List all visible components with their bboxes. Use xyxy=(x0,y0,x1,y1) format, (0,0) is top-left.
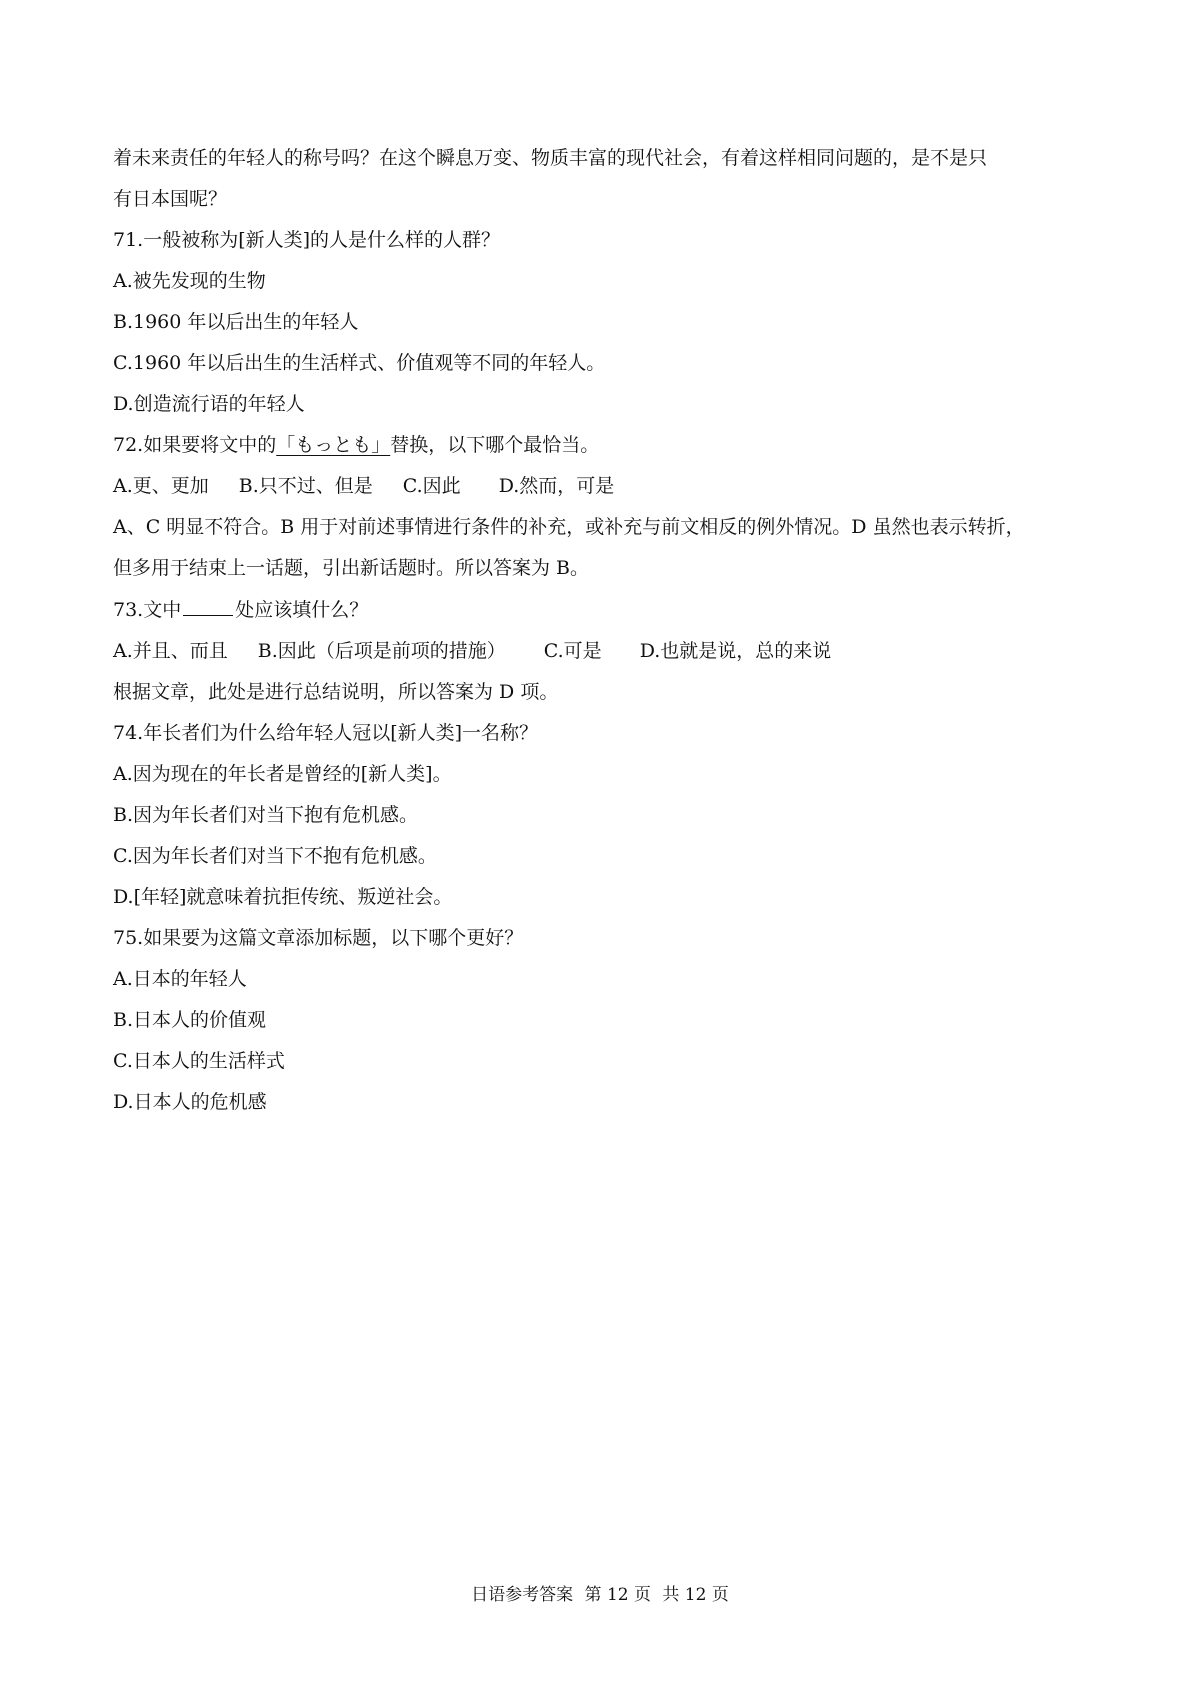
passage-line-1: 着未来责任的年轻人的称号吗？在这个瞬息万变、物质丰富的现代社会，有着这样相同问题的，是不是只 xyxy=(113,147,988,169)
q72-option-b: B.只不过、但是 xyxy=(238,475,373,497)
page-content xyxy=(113,148,1103,1133)
question-73 xyxy=(113,599,1103,620)
q71-option-b: B.1960 年以后出生的年轻人 xyxy=(113,311,359,333)
q74-option-b: B.因为年长者们对当下抱有危机感。 xyxy=(113,804,419,826)
q75-option-a: A.日本的年轻人 xyxy=(113,968,247,990)
q75-option-c: C.日本人的生活样式 xyxy=(113,1050,285,1072)
q72-question-suffix: 替换，以下哪个最恰当。 xyxy=(390,434,600,456)
footer-doc-title: 日语参考答案 xyxy=(471,1585,574,1605)
q73-fill-blank xyxy=(183,599,233,616)
q73-option-b: B.因此（后项是前项的措施） xyxy=(257,640,506,662)
q71-option-d: D.创造流行语的年轻人 xyxy=(113,393,305,415)
q73-question-prefix: 73.文中 xyxy=(113,599,182,621)
q73-explanation: 根据文章，此处是进行总结说明，所以答案为 D 项。 xyxy=(113,681,559,703)
q72-underlined-term: 「もっとも」 xyxy=(276,434,391,456)
q73-option-d: D.也就是说，总的来说 xyxy=(639,640,832,662)
footer-total-pages: 共 12 页 xyxy=(662,1585,729,1605)
q73-question-suffix: 处应该填什么？ xyxy=(235,599,369,621)
q74-option-d: D.[年轻]就意味着抗拒传统、叛逆社会。 xyxy=(113,886,453,908)
q75-option-d: D.日本人的危机感 xyxy=(113,1091,267,1113)
question-71: 71.一般被称为[新人类]的人是什么样的人群？ xyxy=(113,229,501,251)
q72-option-c: C.因此 xyxy=(402,475,461,497)
question-75: 75.如果要为这篇文章添加标题，以下哪个更好？ xyxy=(113,927,524,949)
footer-page-number: 第 12 页 xyxy=(584,1585,651,1605)
q72-option-d: D.然而，可是 xyxy=(498,475,615,497)
q72-options xyxy=(113,476,1103,496)
q74-option-a: A.因为现在的年长者是曾经的[新人类]。 xyxy=(113,763,452,785)
page-footer xyxy=(0,1585,1200,1605)
q72-explanation-line-2: 但多用于结束上一话题，引出新话题时。所以答案为 B。 xyxy=(113,557,590,579)
passage-line-2: 有日本国呢？ xyxy=(113,188,228,210)
question-74: 74.年长者们为什么给年轻人冠以[新人类]一名称？ xyxy=(113,722,539,744)
q74-option-c: C.因为年长者们对当下不抱有危机感。 xyxy=(113,845,437,867)
q72-option-a: A.更、更加 xyxy=(113,475,209,497)
q73-options xyxy=(113,641,1103,661)
q73-option-c: C.可是 xyxy=(543,640,602,662)
question-72 xyxy=(113,435,1103,455)
q72-question-prefix: 72.如果要将文中的 xyxy=(113,434,277,456)
q71-option-c: C.1960 年以后出生的生活样式、价值观等不同的年轻人。 xyxy=(113,352,606,374)
q71-option-a: A.被先发现的生物 xyxy=(113,270,266,292)
q75-option-b: B.日本人的价值观 xyxy=(113,1009,267,1031)
q73-option-a: A.并且、而且 xyxy=(113,640,228,662)
q72-explanation-line-1: A、C 明显不符合。B 用于对前述事情进行条件的补充，或补充与前文相反的例外情况。D 虽然也表示转折， xyxy=(113,516,1025,538)
